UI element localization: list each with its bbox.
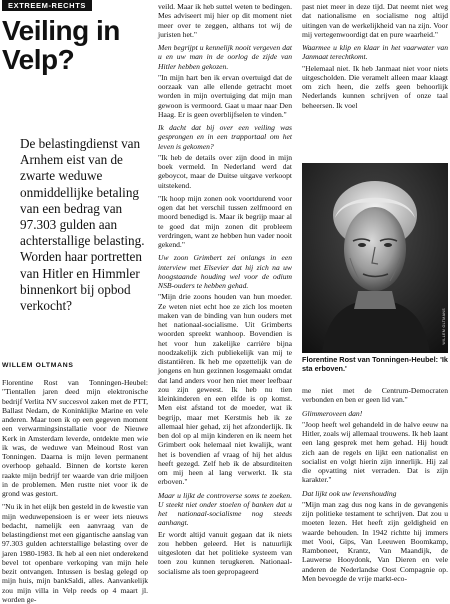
article-paragraph: Florentine Rost van Tonningen-Heubel: "Tientallen jaren deed mijn elektronische bedrijf Verlita NV succesvol zaken met de PTT, Ballast Nedam, de Koninklijke Marine en vele anderen. Maar toen ik op een gegeven moment een verwarmingsinstallatie voor de Nieuwe Kerk in Amsterdam leverde, ontdekte men wie ik was, de weduwe van Meinoud Rost van Tonningen. Daarna is mijn leven permanent overhoop gehaald. Binnen de kortste keren raakte mijn bedrijf ter waarde van drie miljoen in de problemen. Men rustte niet voor ik de grond was gestort.	[2, 378, 148, 498]
article-paragraph: Er wordt altijd vanuit gegaan dat ik niets zou hebben geleerd. Het is natuurlijk uitgesloten dat het politieke systeem van toen zou kunnen terugkeren. Nationaal-socialisme als toen gepropageerd	[158, 529, 292, 576]
photo-credit: WILLEM OLTMANS	[442, 308, 446, 345]
article-column-3-top	[302, 2, 448, 158]
photo-caption: Florentine Rost van Tonningen-Heubel: 'Ik sta erboven.'	[302, 355, 448, 373]
article-paragraph: "Ik hoop mijn zonen ook voortdurend voor ogen dat het verschil tussen zelfmoord en moord benedigd is. Maar ik begrijp maar al te goed dat mijn zonen dit probleem verdringen, want ze hebben hun vader nooit gekend."	[158, 193, 292, 249]
headline: Veiling in Velp?	[2, 15, 120, 75]
intro-paragraph: De belastingdienst van Arnhem eist van de zwarte weduwe onmiddellijke betaling van een bedrag van 97.303 gulden aan achterstallige belasting. Worden haar portretten van Hitler en Himmler binnenkort bij opbod verkocht?	[20, 136, 145, 314]
article-paragraph: me niet met de Centrum-Democraten verbonden en ben er geen lid van."	[302, 386, 448, 405]
article-paragraph: veild. Maar ik heb suttel weten te bedingen. Mes adviseert mij hier op dit moment niet meer over te zeggen, althans tot wij de juristen het."	[158, 2, 292, 39]
interview-question: Glimmeroveen dan!	[302, 408, 363, 418]
article-column-3-bottom	[302, 386, 448, 596]
interview-question: Uw zoon Grimbert zei onlangs in een interview met Elsevier dat hij zich na uw hoogstaande houding wel voor de odium NSB-ouders te hebben gehad.	[158, 253, 292, 290]
article-paragraph: "Helemaal niet. Ik heb Janmaat niet voor niets uitgescholden. Die veramelt alleen maar klaagt om zich heen, die zelfs geen behoorlijk Nederlands kunnen schrijven of onze taal beheersen. Ik voel	[302, 63, 448, 110]
portrait-photo	[302, 163, 448, 353]
article-paragraph: "Ik heb de details over zijn dood in mijn boek vermeld. In Nederland werd dat geboycot, maar de Duitse uitgave verkoopt uitstekend.	[158, 152, 292, 190]
article-paragraph: "Joop heeft wel gehandeld in de halve eeuw na Hitler, zoals wij allemaal trouwens. Ik heb laant een lang gesprek met hem gehad. Hij houdt zich aan de regels en lijkt een nationalist en socialist en volgt hierin zijn innerlijk. Hij zal die opvatting niet verraden. Dat is zijn karakter."	[302, 419, 448, 485]
interview-question: Waarmee u klip en klaar in het vaarwater van Janmaat terechtkomt.	[302, 43, 448, 62]
portrait-image	[302, 163, 448, 353]
article-paragraph: "In mijn hart ben ik ervan overtuigd dat de oorzaak van alle ellende getracht moet worden in mijn overtuiging dat mijn man gewoon is vermoord. Gaat u maar naar Den Haag. Er is geen overblijfselen te vinden."	[158, 72, 292, 119]
article-paragraph: past niet meer in deze tijd. Dat neemt niet weg dat nationalisme en socialisme nog altijd uitingen van de werkelijkheid van na zijn. Voor mij vertegenwoordigt dat en pure waarheid."	[302, 2, 448, 39]
article-paragraph: "Nu ik in het elijk ben gesteld in de kwestie van mijn weduwepensioen is er weer iets nieuws bedacht, namelijk een aanvraag van de belastingdienst met een gigantische aanslag van 97.303 gulden achterstallige belasting over de jaren 1980-1983. Ik heb al een niet onderekend bevel tot openbare verkoping van mijn hele bezit ontvangen. Intussen is beslag gelegd op mijn huis, mijn bankSaldi, alles. Aanvankelijk zou mijn villa in Velp reeds op 4 maart jl. worden ge-	[2, 502, 148, 604]
byline: WILLEM OLTMANS	[2, 362, 74, 369]
interview-question: Men begrijpt u kennelijk nooit vergeven dat u en uw man in de oorlog de zijde van Hitler hebben gekozen.	[158, 43, 292, 71]
article-paragraph: "Mijn drie zoons houden van hun moeder. Ze weten niet echt hoe ze zich los moeten maken van de binding van hun ouders met het nationaal-socialisme. Uit Grimberts woorden spreekt wanhoop. Bovendien is het voor hun zakelijke carrière bijna noodzakelijk zich publiekelijk van mij te distantiëren. Ik heb me opzettelijk van de jongens en hun gezinnen losgemaakt omdat dat land anders voor hen niet meer leefbaar zou zijn geweest. Ik heb nu tien kleinkinderen en een elfde is op komst. Men eist afstand tot de moeder, wat ik begrijp, maar met Kerstmis heb ik ze allemaal hier gehad, zij het afzonderlijk. Ik ben dol op al mijn kinderen en ik neem het Grimbert ook helemaal niet kwalijk, want het is bovendien af vraag of hij het aldus heeft gezegd. Zelf heb ik de absurditeiten om mij heen al lang verwerkt. Ik sta erboven."	[158, 292, 292, 487]
article-paragraph: "Mijn man zag dus nog kans in de gevangenis zijn politieke testament te schrijven. Dat zou u moeten lezen. Het heeft zijn geldigheid en waarde behouden. In 1942 richtte hij immers met Vooi, Gips, Van Leeuwen Boomkamp, Ramboneet, Krantz, Van Maandijk, de Lauwerse Hooydonk, Van Dieren en vele anderen de Nederlandse Oost Compagnie op. Men bevoegde de vrije markt-eco-	[302, 499, 448, 583]
interview-question: Ik dacht dat bij over een veiling was gesprongen en in een trapportaal om het leven is gekomen?	[158, 123, 292, 151]
article-column-1	[2, 378, 148, 604]
interview-question: Dat lijkt ook uw levenshouding	[302, 488, 397, 498]
interview-question: Maar u lijkt de controverse soms te zoeken. U steekt niet onder stoelen of banken dat u het nationaal-socialisme nog steeds aanhangt.	[158, 490, 292, 528]
section-tag: EXTREEM-RECHTS	[2, 0, 92, 11]
article-column-2	[158, 2, 292, 596]
